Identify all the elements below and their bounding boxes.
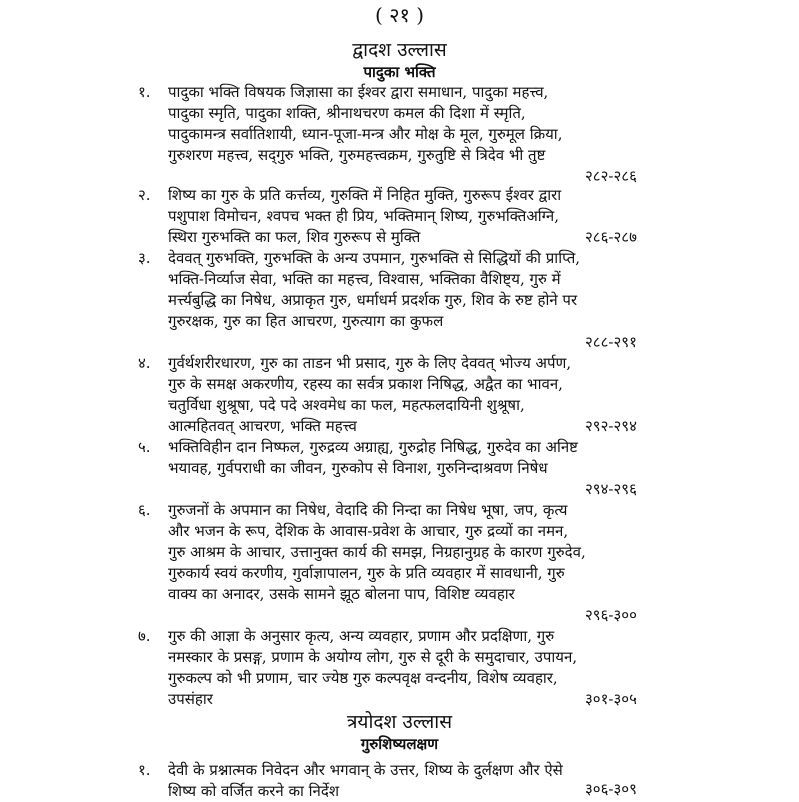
- entry-text: गुर्वर्थशरीरधारण, गुरु का ताडन भी प्रसाद, गुरु के लिए देववत् भोज्य अर्पण, गुरु के समक्ष अकरणीय, रहस्य का सर्वत्र प्रकाश निषिद्ध, अद्वैत का भावन, चतुर्विधा शुश्रूषा, पदे पदे अश्वमेध का फल, महत्फलदायिनी शुश्रूषा, आत्महितवत् आचरण, भक्ति महत्त्व: [168, 354, 572, 435]
- entry-number: ७.: [138, 627, 151, 645]
- section-title: त्रयोदश उल्लास: [346, 711, 453, 733]
- entry-text: भक्तिविहीन दान निष्फल, गुरुद्रव्य अग्राह्य, गुरुद्रोह निषिद्ध, गुरुदेव का अनिष्ट भयावह, गुर्वपराधी का जीवन, गुरुकोप से विनाश, गुरुनिन्दाश्रवण निषेध: [168, 438, 578, 477]
- entry-text: शिष्य का गुरु के प्रति कर्त्तव्य, गुरुक्ति में निहित मुक्ति, गुरुरूप ईश्वर द्वारा पशुपाश विमोचन, श्वपच भक्त ही प्रिय, भक्तिमान् शिष्य, गुरुभक्तिअग्नि, स्थिरा गुरुभक्ति का फल, शिव गुरुरूप से मुक्ति: [168, 186, 562, 246]
- entry-number: १.: [138, 761, 151, 779]
- entry-pages: ३०१-३०५: [585, 690, 637, 708]
- entry-text: गुरु की आज्ञा के अनुसार कृत्य, अन्य व्यवहार, प्रणाम और प्रदक्षिणा, गुरु नमस्कार के प्रसङ्ग, प्रणाम के अयोग्य लोग, गुरु से दूरी के समुदाचार, उपायन, गुरुकल्प को भी प्रणाम, चार ज्येष्ठ गुरु कल्पवृक्ष वन्दनीय, विशेष व्यवहार, उपसंहार: [168, 627, 578, 708]
- page-number: ( २१ ): [374, 3, 425, 27]
- entry-number: १.: [138, 83, 151, 101]
- entry-text: गुरुजनों के अपमान का निषेध, वेदादि की निन्दा का निषेध भूषा, जप, कृत्य और भजन के रूप, देशिक के आवास-प्रवेश के आचार, गुरु द्रव्यों का नमन, गुरु आश्रम के आचार, उत्तानुक्त कार्य की समझ, निग्रहानुग्रह के कारण गुरुदेव, गुरुकार्य स्वयं करणीय, गुर्वाज्ञापालन, गुरु के प्रति व्यवहार में सावधानी, गुरु वाक्य का अनादर, उसके सामने झूठ बोलना पाप, विशिष्ट व्यवहार: [168, 501, 586, 603]
- entry-pages: २८८-२९१: [585, 333, 637, 351]
- section-subtitle: पादुका भक्ति: [363, 63, 436, 81]
- entry-text: पादुका भक्ति विषयक जिज्ञासा का ईश्वर द्वारा समाधान, पादुका महत्त्व, पादुका स्मृति, पादुका शक्ति, श्रीनाथचरण कमल की दिशा में स्मृति, पादुकामन्त्र सर्वातिशायी, ध्यान-पूजा-मन्त्र और मोक्ष के मूल, गुरुमूल क्रिया, गुरुशरण महत्त्व, सद्‌गुरु भक्ति, गुरुमहत्त्वक्रम, गुरुतुष्टि से त्रिदेव भी तुष्ट: [168, 83, 563, 164]
- entry-pages: २९२-२९४: [585, 417, 637, 435]
- entry-text: देवी के प्रश्नात्मक निवेदन और भगवान् के उत्तर, शिष्य के दुर्लक्षण और ऐसे शिष्य को वर्जित करने का निर्देश: [168, 761, 563, 800]
- list-item: [0, 248, 799, 356]
- entry-number: ४.: [138, 354, 151, 372]
- list-item: [0, 82, 799, 190]
- list-item: [0, 353, 799, 440]
- list-item: [0, 185, 799, 251]
- entry-pages: २९६-३००: [585, 606, 637, 624]
- list-item: [0, 437, 799, 503]
- entry-text: देववत् गुरुभक्ति, गुरुभक्ति के अन्य उपमान, गुरुभक्ति से सिद्धियों की प्राप्ति, भक्ति-निर्व्याज सेवा, भक्ति का महत्त्व, विश्वास, भक्तिका वैशिष्ट्य, गुरु में मर्त्त्यबुद्धि का निषेध, अप्राकृत गुरु, धर्माधर्म प्रदर्शक गुरु, शिव के रुष्ट होने पर गुरुरक्षक, गुरु का हित आचरण, गुरुत्याग का कुफल: [168, 249, 581, 330]
- list-item: [0, 500, 799, 629]
- list-item: [0, 626, 799, 713]
- list-item: [0, 760, 799, 800]
- section-subtitle: गुरुशिष्यलक्षण: [360, 735, 439, 753]
- entry-number: ६.: [138, 501, 151, 519]
- entry-number: २.: [138, 186, 151, 204]
- entry-pages: २९४-२९६: [585, 480, 637, 498]
- entry-number: ५.: [138, 438, 151, 456]
- entry-pages: २८६-२८७: [585, 228, 637, 246]
- section-title: द्वादश उल्लास: [352, 39, 447, 61]
- entry-pages: ३०६-३०९: [585, 780, 637, 798]
- entry-pages: २८२-२८६: [585, 167, 637, 185]
- entry-number: ३.: [138, 249, 151, 267]
